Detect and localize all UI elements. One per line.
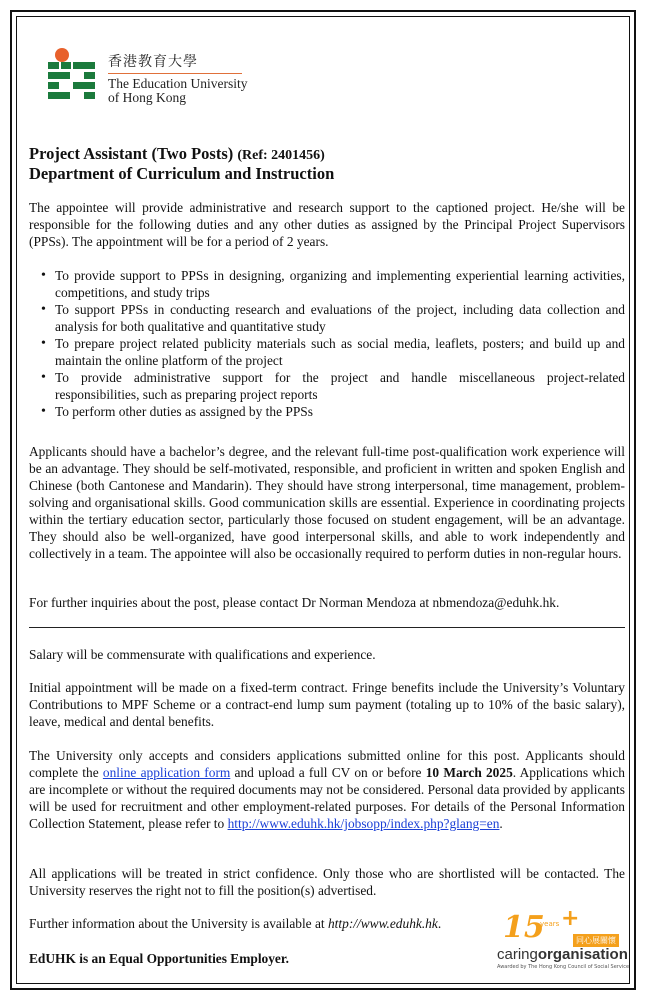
caring-wordmark: caringorganisation	[497, 946, 628, 963]
caring-years-label: years	[540, 920, 560, 928]
caring-plus-icon: +	[561, 906, 580, 931]
deadline-date: 10 March 2025	[425, 765, 513, 780]
duty-item: • To perform other duties as assigned by the PPSs	[43, 403, 625, 420]
org-name-cn: 香港教育大學	[108, 54, 198, 70]
job-ref: (Ref: 2401456)	[237, 148, 325, 163]
department-name: Department of Curriculum and Instruction	[29, 164, 335, 183]
duties-list	[29, 267, 625, 420]
application-paragraph: The University only accepts and considers applications submitted online for this post. Applicants should complete the online application form and upload a full CV on or before 10 March 2025. Applications which are incomplete or without the required documents may not be considered. Personal data provided by applicants will be used for recruitment and other employment-related purposes. For details of the Personal Information Collection Statement, please refer to http://www.eduhk.hk/jobsopp/index.php?glang=en.	[29, 748, 625, 831]
intro-paragraph: The appointee will provide administrative and research support to the captioned project. He/she will be responsible for the following duties and any other duties as assigned by the Principal Project Supervisors (PPSs). The appointment will be for a period of 2 years.	[29, 200, 625, 249]
further-info-paragraph: Further information about the University is available at http://www.eduhk.hk.	[29, 916, 442, 931]
eduhk-logo-icon	[46, 48, 102, 110]
duty-item: • To support PPSs in conducting research and evaluations of the project, including data collection and analysis for both qualitative and quantitative study	[43, 301, 625, 335]
pics-link[interactable]: http://www.eduhk.hk/jobsopp/index.php?glang=en	[227, 816, 500, 831]
job-title-block	[29, 145, 619, 183]
org-name-en-line2: of Hong Kong	[108, 90, 186, 105]
duty-item: • To prepare project related publicity materials such as social media, leaflets, posters; and build up and maintain the online platform of the project	[43, 335, 625, 369]
job-title: Project Assistant (Two Posts)	[29, 144, 234, 163]
org-name	[108, 55, 247, 105]
duty-item: • To provide support to PPSs in designing, organizing and implementing experiential learning activities, competitions, and study trips	[43, 267, 625, 301]
requirements-paragraph: Applicants should have a bachelor’s degree, and the relevant full-time post-qualification work experience will be an advantage. They should be self-motivated, responsible, and proficient in written and spoken English and Chinese (both Cantonese and Mandarin). They should have strong interpersonal, time management, problem-solving and organisational skills. Good communication skills are essential. Experience in coordinating projects within the tertiary education sector, particularly those focused on student engagement, will be an advantage. They should also be well-organized, have good interpersonal skills, and able to work independently and collectively in a team. The appointee will also be occasionally required to perform duties in non-regular hours.	[29, 444, 625, 561]
caring-15-number: 15	[503, 910, 545, 945]
university-url: http://www.eduhk.hk	[327, 916, 438, 931]
equal-opportunities-statement: EdUHK is an Equal Opportunities Employer.	[29, 951, 289, 966]
online-application-form-link[interactable]: online application form	[102, 765, 231, 780]
caring-award-note: Awarded by The Hong Kong Council of Social Service	[497, 964, 630, 970]
caring-tag-cn: 同心展關懷	[573, 934, 619, 947]
appointment-paragraph: Initial appointment will be made on a fixed-term contract. Fringe benefits include the University’s Voluntary Contributions to MPF Scheme or a contract-end lump sum payment (totaling up to 10% of the basic salary), leave, medical and dental benefits.	[29, 680, 625, 729]
org-name-en-line1: The Education University	[108, 76, 248, 91]
logo-divider	[108, 73, 242, 74]
section-divider	[29, 627, 625, 628]
confidentiality-paragraph: All applications will be treated in strict confidence. Only those who are shortlisted will be contacted. The University reserves the right not to fill the position(s) advertised.	[29, 866, 625, 898]
inquiries-paragraph: For further inquiries about the post, please contact Dr Norman Mendoza at nbmendoza@eduhk.hk.	[29, 595, 560, 610]
salary-paragraph: Salary will be commensurate with qualifications and experience.	[29, 647, 376, 662]
caring-organisation-logo	[495, 906, 630, 972]
duty-item: • To provide administrative support for the project and handle miscellaneous project-related responsibilities, such as preparing project reports	[43, 369, 625, 403]
